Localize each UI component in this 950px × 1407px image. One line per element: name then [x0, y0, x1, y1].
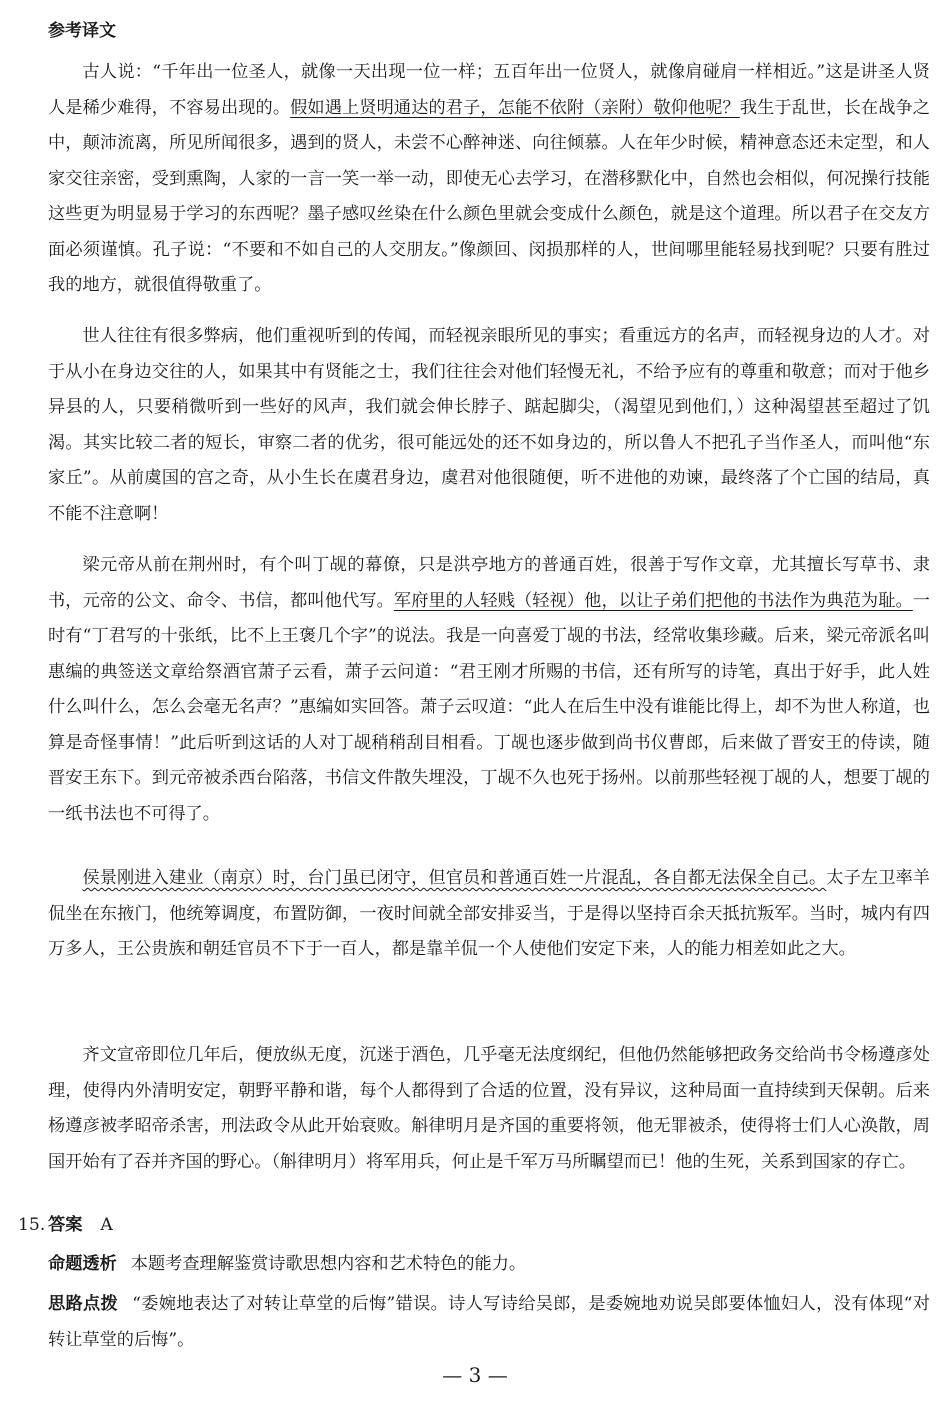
section-heading: 参考译文: [48, 21, 116, 41]
wavy-underlined-sentence: 侯景刚进入建业（南京）时，台门虽已闭守，但官员和普通百姓一片混乱，各自都无法保全自己。: [82, 868, 827, 888]
page-number: — 3 —: [442, 1363, 508, 1387]
paragraph-text: 梁元帝从前在荆州时，有个叫丁觇的幕僚，只是洪亭地方的普通百姓，很善于写作文章，尤其擅长写草书、隶书，元帝的公文、命令、书信，都叫他代写。: [48, 555, 930, 611]
answer-line: [18, 1208, 113, 1243]
mingti-line: [48, 1247, 526, 1282]
translation-paragraph-4: [48, 861, 930, 968]
paragraph-text: 我生于乱世，长在战争之中，颠沛流离，所见所闻很多，遇到的贤人，未尝不心醉神迷、向往倾慕。人在年少时候，精神意态还未定型，和人家交往亲密，受到熏陶，人家的一言一笑一举一动，即使无心去学习，在潜移默化中，自然也会相似，何况操行技能这些更为明显易于学习的东西呢？墨子感叹丝染在什么颜色里就会变成什么颜色，就是这个道理。所以君子在交友方面必须谨慎。孔子说：“不要和不如自己的人交朋友。”像颜回、闵损那样的人，世间哪里能轻易找到呢？只要有胜过我的地方，就很值得敬重了。: [48, 97, 930, 295]
mingti-text: 本题考查理解鉴赏诗歌思想内容和艺术特色的能力。: [130, 1254, 527, 1274]
silu-label: 思路点拨: [48, 1294, 119, 1314]
underlined-sentence: 军府里的人轻贱（轻视）他，以让子弟们把他的书法作为典范为耻。: [393, 590, 913, 611]
mingti-label: 命题透析: [48, 1254, 117, 1274]
translation-paragraph-2: [48, 319, 930, 532]
question-number: 15.: [18, 1215, 46, 1235]
answer-value: A: [100, 1215, 113, 1235]
paragraph-text: 古人说：“千年出一位圣人，就像一天出现一位一样；五百年出一位贤人，就像肩碰肩一样相近。”这是讲圣人贤人是稀少难得，不容易出现的。: [48, 62, 930, 118]
underlined-sentence: 假如遇上贤明通达的君子，怎能不依附（亲附）敬仰他呢？: [290, 97, 740, 118]
paragraph-text: 齐文宣帝即位几年后，便放纵无度，沉迷于酒色，几乎毫无法度纲纪，但他仍然能够把政务交给尚书令杨遵彦处理，使得内外清明安定，朝野平静和谐，每个人都得到了合适的位置，没有异议，这种局面一直持续到天保朝。后来杨遵彦被孝昭帝杀害，刑法政令从此开始衰败。斛律明月是齐国的重要将领，他无罪被杀，使得将士们人心涣散，周国开始有了吞并齐国的野心。（斛律明月）将军用兵，何止是千军万马所瞩望而已！他的生死，关系到国家的存亡。: [48, 1045, 930, 1172]
silu-text: “委婉地表达了对转让草堂的后悔”错误。诗人写诗给吴郎，是委婉地劝说吴郎要体恤妇人，没有体现“对转让草堂的后悔”。: [48, 1294, 930, 1350]
translation-paragraph-5: [48, 1038, 930, 1180]
paragraph-text: 太子左卫率羊侃坐在东掖门，他统筹调度，布置防御，一夜时间就全部安排妥当，于是得以坚持百余天抵抗叛军。当时，城内有四万多人，王公贵族和朝廷官员不下于一百人，都是靠羊侃一个人使他们安定下来，人的能力相差如此之大。: [48, 868, 930, 959]
paragraph-text: 世人往往有很多弊病，他们重视听到的传闻，而轻视亲眼所见的事实；看重远方的名声，而轻视身边的人才。对于从小在身边交往的人，如果其中有贤能之士，我们往往会对他们轻慢无礼，不给予应有的尊重和敬意；而对于他乡异县的人，只要稍微听到一些好的风声，我们就会伸长脖子、踮起脚尖，（渴望见到他们，）这种渴望甚至超过了饥渴。其实比较二者的短长，审察二者的优劣，很可能远处的还不如身边的，所以鲁人不把孔子当作圣人，而叫他“东家丘”。从前虞国的宫之奇，从小生长在虞君身边，虞君对他很随便，听不进他的劝谏，最终落了个亡国的结局，真不能不注意啊！: [48, 326, 930, 524]
translation-paragraph-1: [48, 55, 930, 304]
answer-label: 答案: [48, 1215, 83, 1235]
silu-paragraph: [48, 1286, 930, 1358]
paragraph-text: 一时有“丁君写的十张纸，比不上王褒几个字”的说法。我是一向喜爱丁觇的书法，经常收集珍藏。后来，梁元帝派名叫惠编的典签送文章给祭酒官萧子云看，萧子云问道：“君王刚才所赐的书信，还有所写的诗笔，真出于好手，此人姓什么叫什么，怎么会毫无名声？”惠编如实回答。萧子云叹道：“此人在后生中没有谁能比得上，却不为世人称道，也算是奇怪事情！”此后听到这话的人对丁觇稍稍刮目相看。丁觇也逐步做到尚书仪曹郎，后来做了晋安王的侍读，随晋安王东下。到元帝被杀西台陷落，书信文件散失埋没，丁觇不久也死于扬州。以前那些轻视丁觇的人，想要丁觇的一纸书法也不可得了。: [48, 590, 930, 824]
translation-paragraph-3: [48, 548, 930, 832]
